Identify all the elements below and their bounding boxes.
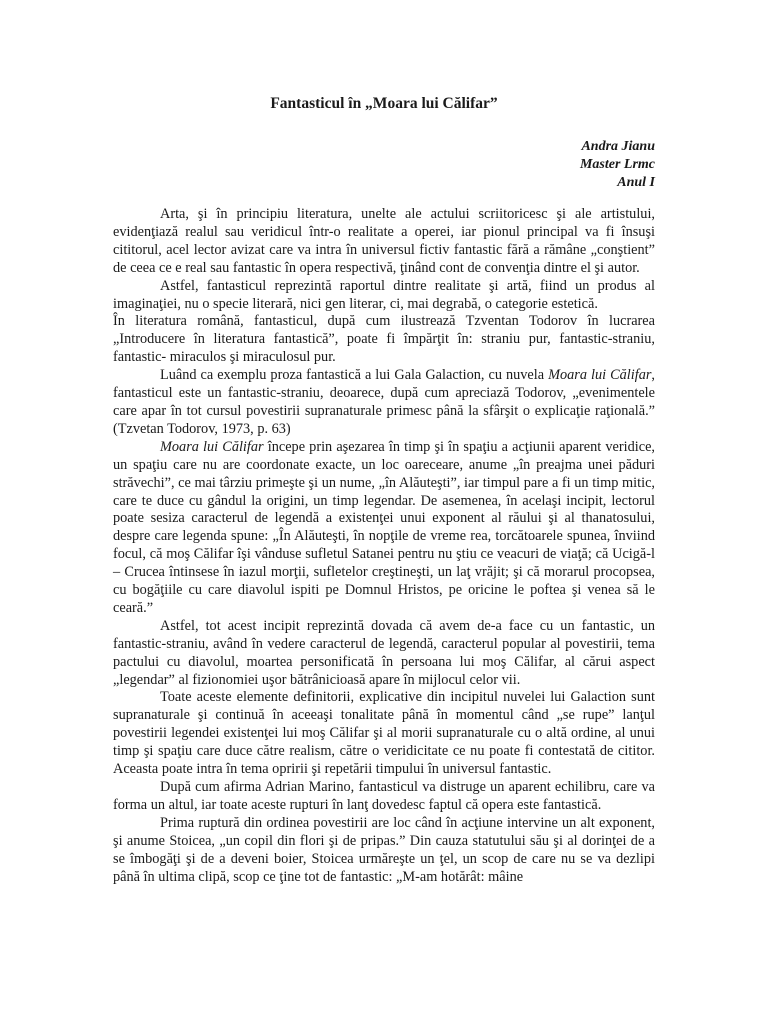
text-run: , fantasticul este un fantastic-straniu, deoarece, după cum apreciază Todorov, „evenimentele care apar în tot cursul povestirii supranaturale primesc până la sfârşit o explicaţie raţională.” (Tzvetan Todorov, 1973, p. 63)	[113, 367, 655, 437]
italic-text-run: Moara lui Călifar	[548, 367, 652, 384]
paragraph	[113, 367, 655, 439]
text-run: Arta, şi în principiu literatura, unelte ale actului scriitoricesc şi ale artistului, evidenţiază realul sau veridicul într-o realitate a operei, iar pionul principal va fi însuşi cititorul, acel lector avizat care va intra în universul fictiv fantastic fără a rămâne „conştient” de ceea ce e real sau fantastic în opera respectivă, ţinând cont de convenţia dintre el şi autor.	[113, 206, 655, 276]
paragraph	[113, 689, 655, 779]
text-run: În literatura română, fantasticul, după cum ilustrează Tzventan Todorov în lucrarea „Introducere în literatura fantastică”, poate fi împărţit în: straniu pur, fantastic-straniu, fantastic- miraculos şi miraculosul pur.	[113, 313, 655, 366]
paragraph	[113, 439, 655, 618]
text-run: După cum afirma Adrian Marino, fantasticul va distruge un aparent echilibru, care va forma un altul, iar toate aceste rupturi în lanţ dovedesc faptul că opera este fantastică.	[113, 779, 655, 813]
paragraph	[113, 618, 655, 690]
text-run: Astfel, fantasticul reprezintă raportul dintre realitate şi artă, fiind un produs al imaginaţiei, nu o specie literară, nici gen literar, ci, mai degrabă, o categorie estetică.	[113, 277, 655, 312]
document-title: Fantasticul în „Moara lui Călifar”	[270, 95, 498, 112]
text-run: Astfel, tot acest incipit reprezintă dovada că avem de-a face cu un fantastic, un fantastic-straniu, având în vedere caracterul de legendă, caracterul popular al povestirii, tema pactului cu diavolul, moartea personificată în persoana lui moş Călifar, al cărui aspect „legendar” al fizionomiei uşor bătrânicioasă apare în mijlocul celor vii.	[113, 617, 655, 688]
author-block	[580, 138, 655, 192]
author-year: Anul I	[617, 175, 655, 190]
text-run: începe prin aşezarea în timp şi în spaţiu a acţiunii aparent veridice, un spaţiu care nu are coordonate exacte, un loc oareceare, anume „în preajma unei păduri străvechi”, ce mai târziu primeşte şi un nume, „în Alăuteşti”, iar timpul pare a fi un timp mitic, care te duce cu gândul la origini, un timp legendar. De asemenea, în acelaşi incipit, lectorul poate sesiza caracterul de legendă a existenţei unui exponent al răului şi al thanatosului, despre care legenda spune: „În Alăuteşti, în nopţile de vreme rea, torcătoarele spunea, înviind focul, că moş Călifar îşi vânduse sufletul Satanei pentru nu ştiu ce veacuri de viaţă; că Ucigă-l – Crucea întinsese în iazul morţii, sufletelor creştineşti, un laţ vrăjit; şi că morarul procopsea, cu bogăţiile cu care diavolul ispiti pe Domnul Hristos, pe oricine le poftea şi venea să le ceară.”	[113, 438, 655, 616]
author-program: Master Lrmc	[579, 157, 655, 172]
italic-text-run: Moara lui Călifar	[160, 438, 264, 455]
document-body	[113, 206, 655, 886]
text-run: Luând ca exemplu proza fantastică a lui Gala Galaction, cu nuvela	[160, 367, 549, 384]
paragraph	[113, 815, 655, 887]
text-run: Toate aceste elemente definitorii, explicative din incipitul nuvelei lui Galaction sunt supranaturale şi continuă în aceeaşi tonalitate până în momentul când „se rupe” lanţul povestirii legendei existenţei lui moş Călifar şi al morii supranaturale cu o altă ordine, al unui timp şi spaţiu care duce către realism, către o veridicitate ce nu poate fi contestată de cititor. Aceasta poate intra în tema opririi şi repetării timpului în universul fantastic.	[113, 689, 655, 778]
paragraph	[113, 779, 655, 815]
paragraph	[113, 278, 655, 314]
paragraph	[113, 206, 655, 278]
paragraph	[113, 313, 655, 367]
author-name: Andra Jianu	[581, 139, 655, 154]
text-run: Prima ruptură din ordinea povestirii are loc când în acţiune intervine un alt exponent, şi anume Stoicea, „un copil din flori şi de pripas.” Din cauza statutului său şi al dorinţei de a se îmbogăţi şi de a deveni boier, Stoicea urmăreşte un ţel, un scop de care nu se va dezlipi până în ultima clipă, scop ce ţine tot de fantastic: „M-am hotărât: mâine	[113, 814, 655, 885]
